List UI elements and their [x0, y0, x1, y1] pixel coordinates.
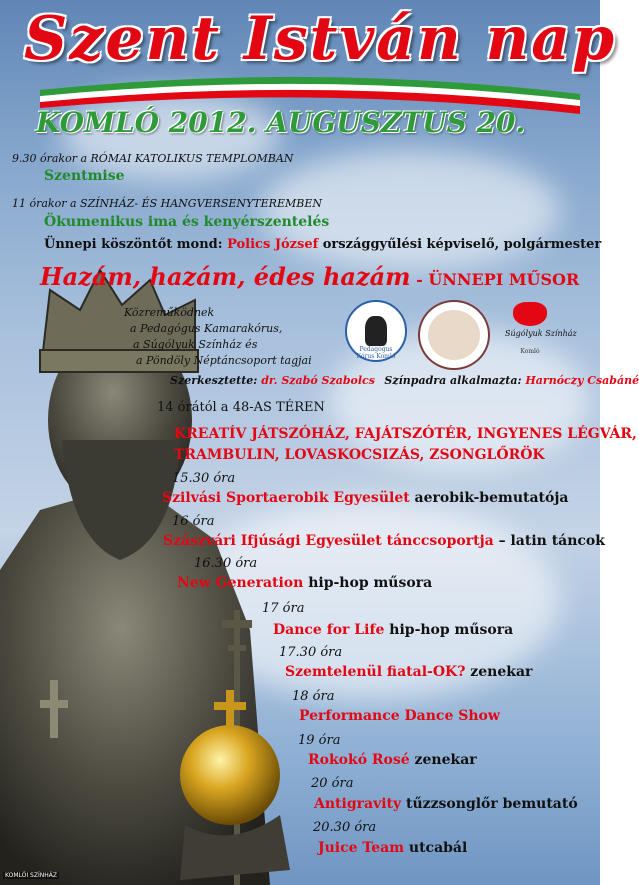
stage-name: Harnóczy Csabáné — [525, 374, 639, 387]
editor-name: dr. Szabó Szabolcs — [261, 374, 375, 387]
choir-logo-text: Pedagógus Kórus Komló — [356, 346, 396, 360]
greeting-line — [44, 237, 601, 252]
dancers-icon — [428, 310, 480, 360]
performance-desc: zenekar — [465, 664, 533, 680]
schedule-item — [285, 664, 532, 680]
choir-figure-icon — [365, 316, 387, 346]
schedule-time: 18 óra — [292, 689, 335, 704]
performer-name: Rokokó Rosé — [308, 752, 410, 768]
schedule-item — [162, 490, 568, 506]
activities-line1: KREATÍV JÁTSZÓHÁZ, FAJÁTSZÓTÉR, INGYENES LÉGVÁR, — [174, 426, 637, 442]
performer-name: Szemtelenül fiatal-OK? — [285, 664, 466, 680]
greeting-suffix: országgyűlési képviselő, polgármester — [318, 237, 602, 252]
schedule-item — [318, 840, 467, 856]
performer-name: Szászvári Ifjúsági Egyesület tánccsoportja — [163, 533, 494, 549]
schedule-item — [299, 708, 500, 724]
greeting-prefix: Ünnepi köszöntőt mond: — [44, 237, 228, 252]
schedule-item — [273, 622, 513, 638]
event-date: KOMLÓ 2012. AUGUSZTUS 20. — [36, 106, 526, 139]
contributor-dance: a Pöndöly Néptáncsoport tagjai — [136, 354, 312, 367]
stage-label: Színpadra alkalmazta: — [384, 374, 526, 387]
performer-name: Juice Team — [318, 840, 405, 856]
performance-desc: hip-hop műsora — [303, 575, 433, 591]
show-suffix: - ÜNNEPI MŰSOR — [410, 270, 580, 289]
theatre-location: 11 órakor a SZÍNHÁZ- ÉS HANGVERSENYTEREMBEN — [12, 197, 322, 210]
performer-name: Szilvási Sportaerobik Egyesület — [162, 490, 410, 506]
choir-logo — [345, 300, 407, 362]
theatre-masks-icon — [513, 302, 547, 326]
performer-name: Antigravity — [314, 796, 402, 812]
performance-desc: hip-hop műsora — [384, 622, 514, 638]
performance-desc: tűzzsonglőr bemutató — [401, 796, 578, 812]
schedule-time: 20 óra — [311, 776, 354, 791]
performance-desc: – latin táncok — [493, 533, 605, 549]
performer-name: Dance for Life — [273, 622, 385, 638]
credits-line — [170, 374, 639, 387]
schedule-time: 17.30 óra — [279, 645, 343, 660]
editor-label: Szerkesztette: — [170, 374, 262, 387]
schedule-time: 20.30 óra — [313, 820, 377, 835]
contributors-label: Közreműködnek — [124, 306, 215, 319]
greeting-name: Polics József — [227, 237, 319, 252]
schedule-item — [314, 796, 578, 812]
schedule-item — [163, 533, 605, 549]
schedule-time: 17 óra — [262, 601, 305, 616]
contributor-choir: a Pedagógus Kamarakórus, — [130, 322, 283, 335]
schedule-time: 16 óra — [172, 514, 215, 529]
schedule-time: 15.30 óra — [172, 471, 236, 486]
performer-name: New Generation — [177, 575, 304, 591]
performance-desc: aerobik-bemutatója — [409, 490, 569, 506]
footer-credit: KOMLÓI SZÍNHÁZ — [5, 872, 57, 879]
mass-location: 9.30 órakor a RÓMAI KATOLIKUS TEMPLOMBAN — [12, 152, 294, 165]
contributor-theatre: a Súgólyuk Színház és — [133, 338, 258, 351]
cloud — [260, 150, 560, 270]
dance-group-logo — [418, 300, 490, 370]
theatre-logo — [505, 300, 577, 360]
afternoon-heading: 14 órától a 48-AS TÉREN — [157, 400, 325, 415]
theatre-logo-city: Komló — [520, 348, 540, 355]
schedule-time: 19 óra — [298, 733, 341, 748]
schedule-item — [177, 575, 432, 591]
performance-desc: zenekar — [409, 752, 477, 768]
performance-desc: utcabál — [404, 840, 468, 856]
activities-line2: TRAMBULIN, LOVASKOCSIZÁS, ZSONGLŐRÖK — [174, 447, 545, 463]
page-title: Szent István nap — [24, 4, 617, 74]
schedule-item — [308, 752, 477, 768]
blessing-title: Ökumenikus ima és kenyérszentelés — [44, 214, 330, 230]
mass-title: Szentmise — [44, 168, 125, 184]
theatre-logo-name: Súgólyuk Színház — [505, 329, 577, 338]
show-line — [40, 262, 579, 291]
schedule-time: 16.30 óra — [194, 556, 258, 571]
performer-name: Performance Dance Show — [299, 708, 500, 724]
show-title: Hazám, hazám, édes hazám — [40, 262, 411, 291]
